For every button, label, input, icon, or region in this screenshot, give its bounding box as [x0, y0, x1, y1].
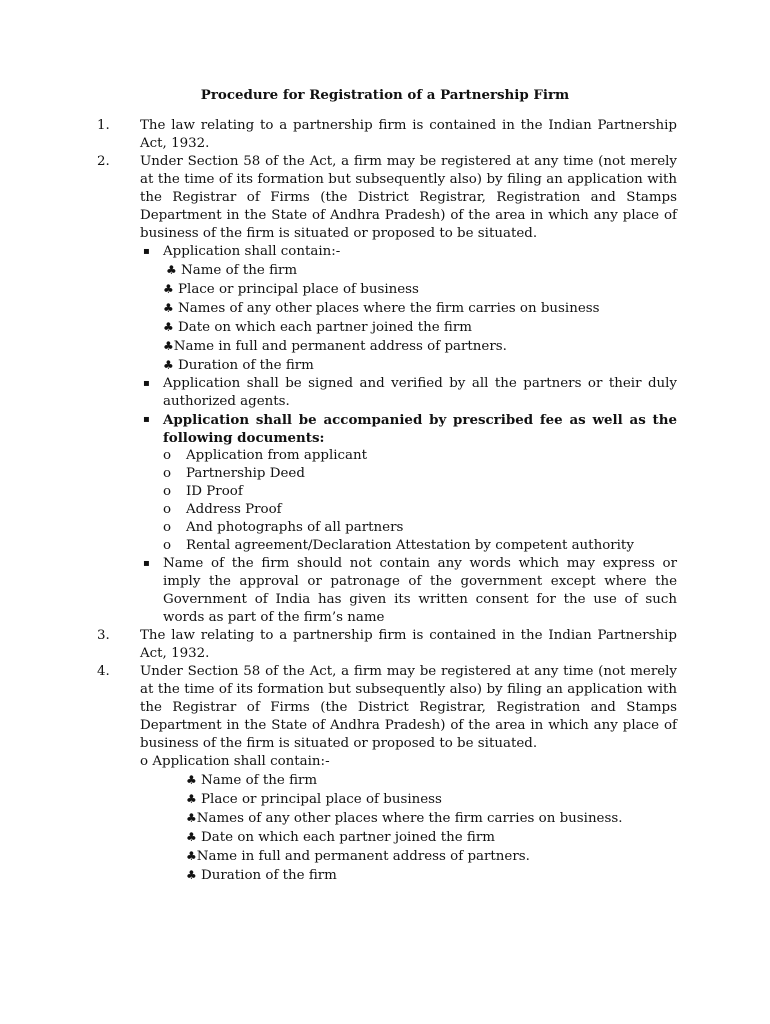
item-number: 4.	[97, 664, 110, 679]
bullet-contain	[97, 243, 677, 261]
club-bullet-icon: ♣	[166, 263, 177, 277]
item-text: The law relating to a partnership firm is contained in the Indian Partnership Act, 1932.	[140, 118, 677, 151]
square-bullet-icon: ▪	[143, 414, 150, 425]
bullet-signed	[97, 375, 677, 411]
club-bullet-icon: ♣	[186, 868, 197, 882]
contain-line	[97, 753, 677, 771]
list-item: ♣Name in full and permanent address of partners.	[163, 339, 507, 354]
document-item: o And photographs of all partners	[163, 520, 404, 535]
list-item: ♣ Place or principal place of business	[163, 282, 419, 297]
list-item: ♣ Duration of the firm	[163, 358, 314, 373]
circle-bullet-icon: o	[163, 538, 172, 553]
club-bullet-icon: ♣	[186, 830, 197, 844]
list-item: ♣Names of any other places where the firm carries on business.	[186, 811, 623, 826]
club-bullet-icon: ♣	[163, 282, 174, 296]
list-item: ♣ Name of the firm	[186, 773, 318, 788]
list-item: ♣Name in full and permanent address of partners.	[186, 849, 530, 864]
item-text: Under Section 58 of the Act, a firm may be registered at any time (not merely at the time of its formation but subsequently also) by filing an application with the Registrar of Firms (the District Registrar, Registration and Stamps Department in the State of Andhra Pradesh) of the area in which any place of business of the firm is situated or proposed to be situated.	[140, 154, 677, 241]
item-number: 1.	[97, 118, 110, 133]
accompanied-text: Application shall be accompanied by prescribed fee as well as the following documents:	[163, 412, 677, 446]
document-item: o Partnership Deed	[163, 466, 305, 481]
bullet-accompanied	[97, 411, 677, 447]
list-item: ♣ Names of any other places where the firm carries on business	[163, 301, 600, 316]
club-bullet-icon: ♣	[186, 773, 197, 787]
numbered-item-4	[97, 663, 677, 753]
list-item: ♣ Name of the firm	[166, 263, 298, 278]
numbered-item-2	[97, 153, 677, 243]
name-rule-text: Name of the firm should not contain any words which may express or imply the approval or patronage of the government except where the Government of India has given its written consent for the use of such words as part of the firm’s name	[163, 556, 677, 625]
document-item: o Application from applicant	[163, 448, 368, 463]
circle-bullet-icon: o	[163, 520, 172, 535]
signed-text: Application shall be signed and verified by all the partners or their duly authorized agents.	[163, 376, 677, 409]
list-item: ♣ Date on which each partner joined the firm	[163, 320, 472, 335]
page-title: Procedure for Registration of a Partnership Firm	[200, 87, 570, 103]
circle-bullet-icon: o	[163, 484, 172, 499]
contain-label: Application shall contain:-	[163, 244, 341, 259]
document-item: o ID Proof	[163, 484, 243, 499]
list-item: ♣ Place or principal place of business	[186, 792, 442, 807]
club-bullet-icon: ♣	[163, 301, 174, 315]
list-item: ♣ Duration of the firm	[186, 868, 337, 883]
square-bullet-icon: ▪	[143, 558, 150, 569]
item-text: Under Section 58 of the Act, a firm may be registered at any time (not merely at the time of its formation but subsequently also) by filing an application with the Registrar of Firms (the District Registrar, Registration and Stamps Department in the State of Andhra Pradesh) of the area in which any place of business of the firm is situated or proposed to be situated.	[140, 664, 677, 751]
square-bullet-icon: ▪	[143, 378, 150, 389]
club-bullet-icon: ♣	[163, 339, 174, 353]
club-bullet-icon: ♣	[186, 849, 197, 863]
circle-bullet-icon: o	[140, 754, 149, 769]
circle-bullet-icon: o	[163, 502, 172, 517]
numbered-item-1	[97, 117, 677, 153]
club-bullet-icon: ♣	[186, 792, 197, 806]
numbered-item-3	[97, 627, 677, 663]
circle-bullet-icon: o	[163, 448, 172, 463]
contain-label: Application shall contain:-	[152, 754, 330, 769]
bullet-name-rule	[97, 555, 677, 627]
list-item: ♣ Date on which each partner joined the firm	[186, 830, 495, 845]
item-text: The law relating to a partnership firm is contained in the Indian Partnership Act, 1932.	[140, 628, 677, 661]
club-bullet-icon: ♣	[163, 320, 174, 334]
club-bullet-icon: ♣	[163, 358, 174, 372]
document-item: o Rental agreement/Declaration Attestation by competent authority	[163, 538, 634, 553]
club-bullet-icon: ♣	[186, 811, 197, 825]
circle-bullet-icon: o	[163, 466, 172, 481]
document-item: o Address Proof	[163, 502, 282, 517]
square-bullet-icon: ▪	[143, 246, 150, 257]
document-body	[97, 117, 677, 885]
item-number: 2.	[97, 154, 110, 169]
item-number: 3.	[97, 628, 110, 643]
